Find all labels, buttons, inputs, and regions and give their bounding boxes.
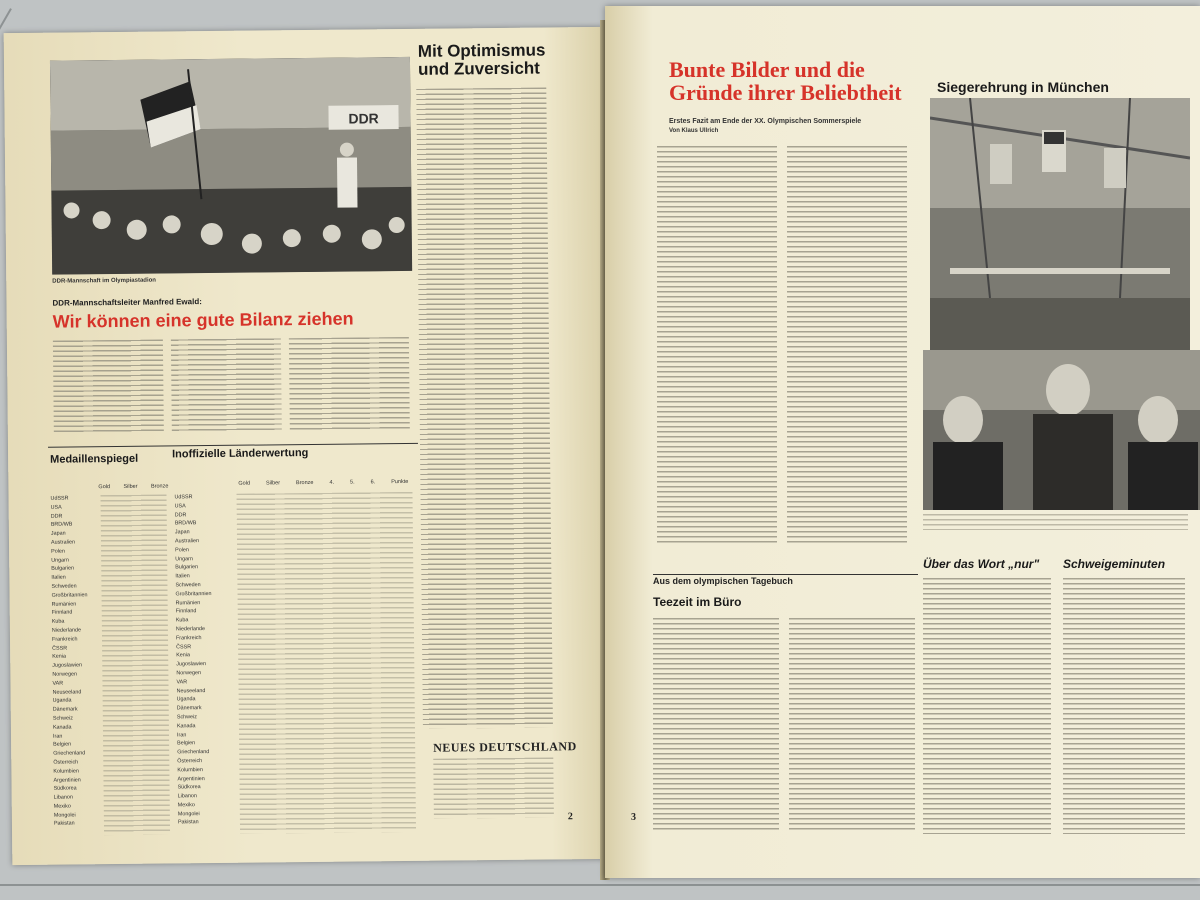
medal-country-row: Norwegen xyxy=(52,671,77,678)
article-kicker: DDR-Mannschaftsleiter Manfred Ewald: xyxy=(52,297,202,308)
column-nur-text xyxy=(923,578,1051,834)
ranking-country-row: Japan xyxy=(174,529,190,536)
ranking-country-row: Niederlande xyxy=(175,626,206,633)
ranking-country-row: Bulgarien xyxy=(175,564,199,571)
ranking-country-row: Schweiz xyxy=(176,714,197,721)
ranking-country-row: Südkorea xyxy=(177,784,201,791)
main-article-col2 xyxy=(787,146,907,546)
ranking-country-row: Italien xyxy=(175,573,190,580)
medal-country-row: Finnland xyxy=(51,609,73,617)
ranking-country-row: Jugoslawien xyxy=(176,661,206,668)
ranking-country-row: Mongolei xyxy=(177,810,200,818)
ranking-country-row: Kenia xyxy=(176,652,191,659)
medal-ceremony-photo xyxy=(930,98,1190,350)
ddr-banner-text: DDR xyxy=(348,110,379,127)
medal-country-row: Schweden xyxy=(51,583,77,590)
medal-country-row: Österreich xyxy=(53,759,79,766)
medal-country-row: Niederlande xyxy=(51,627,82,634)
medal-country-row: Kenia xyxy=(52,653,67,661)
medal-country-row: Südkorea xyxy=(53,785,77,792)
ranking-country-row: Belgien xyxy=(177,740,196,747)
photo-caption-right xyxy=(923,514,1188,530)
medal-country-row: Australien xyxy=(50,539,76,546)
ranking-country-row: Uganda xyxy=(176,696,196,703)
medal-country-row: BRD/WB xyxy=(50,521,73,529)
medal-country-row: Frankreich xyxy=(51,636,78,643)
photo-title: Siegerehrung in München xyxy=(937,79,1109,95)
medal-country-row: Kolumbien xyxy=(53,768,79,775)
medal-country-row: Iran xyxy=(52,733,63,740)
article-body-col3 xyxy=(289,337,410,430)
ranking-country-row: Iran xyxy=(176,731,187,738)
column-schweigeminuten-text xyxy=(1063,578,1185,834)
medal-country-row: Japan xyxy=(50,530,66,537)
ranking-country-row: Griechenland xyxy=(177,749,210,756)
medal-country-row: Rumänien xyxy=(51,600,77,608)
ranking-country-row: Australien xyxy=(174,538,200,545)
masthead-imprint xyxy=(433,757,554,818)
ranking-table-title: Inoffizielle Länderwertung xyxy=(172,446,309,461)
medal-country-row: UdSSR xyxy=(50,495,69,502)
medal-country-row: Argentinien xyxy=(53,776,81,784)
col-silber: Silber xyxy=(123,483,138,490)
main-article-col1 xyxy=(657,146,777,546)
subhead: Erstes Fazit am Ende der XX. Olympischen Sommerspiele xyxy=(669,118,862,125)
ranking-country-row: VAR xyxy=(176,679,188,686)
rcol-6: 6. xyxy=(370,479,376,486)
photo-caption: DDR-Mannschaft im Olympiastadion xyxy=(52,277,156,285)
medal-country-row: Ungarn xyxy=(51,557,69,564)
medal-country-row: Italien xyxy=(51,574,66,581)
ranking-country-row: Mexiko xyxy=(177,802,195,809)
athletes-podium-photo xyxy=(923,350,1200,510)
ranking-country-row: Frankreich xyxy=(175,634,202,642)
rcol-silber: Silber xyxy=(265,480,281,487)
rcol-punkte: Punkte xyxy=(391,478,409,486)
medal-country-row: Kanada xyxy=(52,724,72,731)
column-title-nur: Über das Wort „nur" xyxy=(923,557,1040,571)
medal-country-row: ČSSR xyxy=(52,645,68,652)
ranking-country-row: Großbritannien xyxy=(175,590,212,598)
medal-table-title: Medaillenspiegel xyxy=(50,452,139,466)
ranking-country-row: Ungarn xyxy=(175,555,193,562)
masthead: NEUES DEUTSCHLAND xyxy=(433,739,577,755)
ranking-country-row: ČSSR xyxy=(176,643,192,650)
medal-numbers xyxy=(101,494,171,835)
medal-country-row: Schweiz xyxy=(52,715,73,722)
ranking-country-row: BRD/WB xyxy=(174,520,197,527)
ranking-country-row: DDR xyxy=(174,511,187,518)
byline: Von Klaus Ullrich xyxy=(669,128,719,134)
ranking-country-row: Polen xyxy=(175,547,189,554)
medal-country-row: Belgien xyxy=(53,741,72,748)
ranking-country-row: Kolumbien xyxy=(177,766,203,774)
article-headline: Wir können eine gute Bilanz ziehen xyxy=(52,308,354,332)
side-headline: Mit Optimismus und Zuversicht xyxy=(417,40,546,79)
story-col1 xyxy=(653,618,779,832)
rcol-4: 4. xyxy=(329,479,335,486)
medal-country-row: Jugoslawien xyxy=(52,662,82,669)
ranking-country-row: Neuseeland xyxy=(176,687,206,694)
col-gold: Gold xyxy=(98,484,111,491)
medal-country-row: Uganda xyxy=(52,697,72,705)
tagebuch-rule xyxy=(653,574,918,575)
medal-country-row: Mongolei xyxy=(53,812,76,819)
ranking-country-row: Kuba xyxy=(175,617,189,624)
medal-country-row: Dänemark xyxy=(52,706,78,713)
medal-country-row: Kuba xyxy=(51,618,65,625)
column-title-schweigeminuten: Schweigeminuten xyxy=(1063,557,1166,571)
main-headline: Bunte Bilder und die Gründe ihrer Beliebtheit xyxy=(669,57,902,106)
ranking-table-header xyxy=(238,479,408,487)
page-number-right: 3 xyxy=(631,812,636,823)
ranking-country-row: Pakistan xyxy=(177,819,199,826)
medal-country-row: DDR xyxy=(50,513,63,520)
stadium-parade-photo xyxy=(50,57,412,275)
left-newspaper-page xyxy=(4,27,613,865)
medal-country-row: Griechenland xyxy=(53,750,86,757)
medal-country-row: Libanon xyxy=(53,794,73,801)
medal-country-list xyxy=(50,494,103,829)
medal-country-row: Mexiko xyxy=(53,803,71,810)
ranking-country-row: Schweden xyxy=(175,582,201,589)
ranking-country-row: Österreich xyxy=(177,758,203,765)
ranking-country-row: Kanada xyxy=(176,722,196,730)
ranking-country-row: UdSSR xyxy=(174,494,193,501)
ranking-country-row: Dänemark xyxy=(176,705,202,712)
medal-country-row: Großbritannien xyxy=(51,592,88,599)
story-title: Teezeit im Büro xyxy=(653,595,742,609)
ranking-numbers xyxy=(236,492,416,834)
article-body-col1 xyxy=(53,340,164,433)
ranking-country-row: Argentinien xyxy=(177,775,205,782)
rcol-5: 5. xyxy=(350,479,355,486)
article-body-col2 xyxy=(171,338,282,431)
ranking-country-row: Libanon xyxy=(177,793,197,800)
rcol-gold: Gold xyxy=(238,480,251,487)
story-col2 xyxy=(789,618,915,832)
medal-table-header xyxy=(98,483,168,490)
rcol-bronze: Bronze xyxy=(296,479,314,487)
medal-country-row: VAR xyxy=(52,680,64,687)
medal-country-row: Pakistan xyxy=(53,820,75,828)
right-newspaper-page xyxy=(605,6,1200,878)
section-label: Aus dem olympischen Tagebuch xyxy=(653,576,793,586)
ranking-country-row: Finnland xyxy=(175,608,197,615)
ranking-country-row: Norwegen xyxy=(176,670,201,677)
col-bronze: Bronze xyxy=(150,483,169,490)
medal-country-row: Polen xyxy=(51,548,65,555)
page-number-left: 2 xyxy=(567,811,573,823)
side-article-text xyxy=(416,87,553,728)
ranking-country-row: USA xyxy=(174,503,186,510)
medal-country-row: Neuseeland xyxy=(52,688,82,696)
floor-tile-line xyxy=(0,884,1200,886)
ranking-country-row: Rumänien xyxy=(175,599,201,606)
medal-country-row: Bulgarien xyxy=(51,565,75,573)
ranking-country-list xyxy=(174,493,237,828)
medal-country-row: USA xyxy=(50,504,62,511)
